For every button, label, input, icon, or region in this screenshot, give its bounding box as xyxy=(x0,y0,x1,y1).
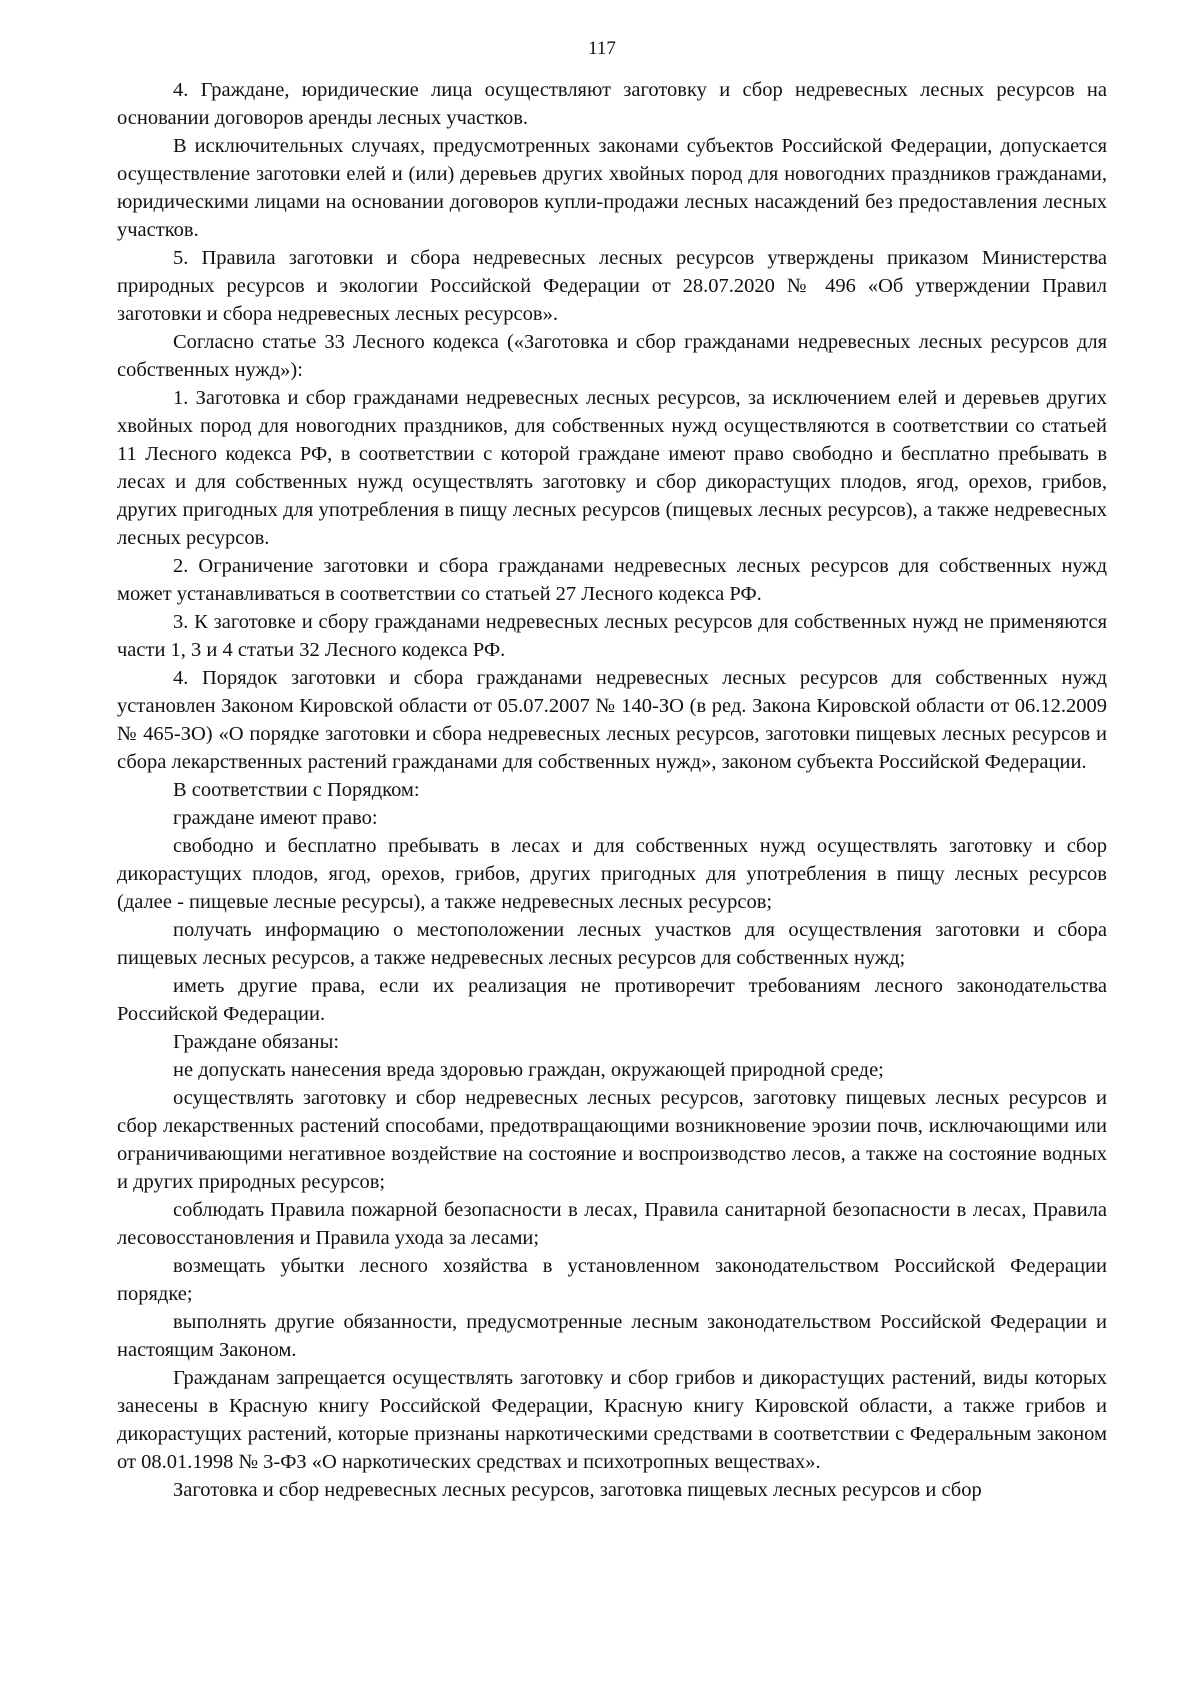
paragraph: 4. Граждане, юридические лица осуществляют заготовку и сбор недревесных лесных ресурсов на основании договоров аренды лесных участков. xyxy=(117,79,1107,129)
paragraph: 3. К заготовке и сбору гражданами недревесных лесных ресурсов для собственных нужд не применяются части 1, 3 и 4 статьи 32 Лесного кодекса РФ. xyxy=(117,611,1107,661)
paragraph: Граждане обязаны: xyxy=(173,1031,340,1053)
paragraph: свободно и бесплатно пребывать в лесах и для собственных нужд осуществлять заготовку и сбор дикорастущих плодов, ягод, орехов, грибов, других пригодных для употребления в пищу лесных ресурсов (далее - пищевые лесные ресурсы), а также недревесных лесных ресурсов; xyxy=(117,835,1107,913)
paragraph: соблюдать Правила пожарной безопасности в лесах, Правила санитарной безопасности в лесах, Правила лесовосстановления и Правила ухода за лесами; xyxy=(117,1199,1107,1249)
paragraph: иметь другие права, если их реализация не противоречит требованиям лесного законодательства Российской Федерации. xyxy=(117,975,1107,1025)
page-number: 117 xyxy=(588,38,616,59)
paragraph: выполнять другие обязанности, предусмотренные лесным законодательством Российской Федерации и настоящим Законом. xyxy=(117,1311,1107,1361)
paragraph: возмещать убытки лесного хозяйства в установленном законодательством Российской Федерации порядке; xyxy=(117,1255,1107,1305)
paragraph: осуществлять заготовку и сбор недревесных лесных ресурсов, заготовку пищевых лесных ресурсов и сбор лекарственных растений способами, предотвращающими возникновение эрозии почв, исключающими или ограничивающими негативное воздействие на состояние и воспроизводство лесов, а также на состояние водных и других природных ресурсов; xyxy=(117,1087,1107,1193)
paragraph: 4. Порядок заготовки и сбора гражданами недревесных лесных ресурсов для собственных нужд установлен Законом Кировской области от 05.07.2007 № 140-ЗО (в ред. Закона Кировской области от 06.12.2009 № 465-ЗО) «О порядке заготовки и сбора недревесных лесных ресурсов, заготовки пищевых лесных ресурсов и сбора лекарственных растений гражданами для собственных нужд», законом субъекта Российской Федерации. xyxy=(117,667,1107,773)
paragraph: Гражданам запрещается осуществлять заготовку и сбор грибов и дикорастущих растений, виды которых занесены в Красную книгу Российской Федерации, Красную книгу Кировской области, а также грибов и дикорастущих растений, которые признаны наркотическими средствами в соответствии с Федеральным законом от 08.01.1998 № 3-ФЗ «О наркотических средствах и психотропных веществах». xyxy=(117,1367,1107,1473)
paragraph: граждане имеют право: xyxy=(173,807,378,829)
paragraph: В исключительных случаях, предусмотренных законами субъектов Российской Федерации, допускается осуществление заготовки елей и (или) деревьев других хвойных пород для новогодних праздников гражданами, юридическими лицами на основании договоров купли-продажи лесных насаждений без предоставления лесных участков. xyxy=(117,135,1107,241)
paragraph: 2. Ограничение заготовки и сбора гражданами недревесных лесных ресурсов для собственных нужд может устанавливаться в соответствии со статьей 27 Лесного кодекса РФ. xyxy=(117,555,1107,605)
paragraph: Заготовка и сбор недревесных лесных ресурсов, заготовка пищевых лесных ресурсов и сбор xyxy=(173,1479,982,1501)
document-body xyxy=(117,76,1107,1504)
paragraph: Согласно статье 33 Лесного кодекса («Заготовка и сбор гражданами недревесных лесных ресурсов для собственных нужд»): xyxy=(117,331,1107,381)
paragraph: В соответствии с Порядком: xyxy=(173,779,420,801)
paragraph: 5. Правила заготовки и сбора недревесных лесных ресурсов утверждены приказом Министерства природных ресурсов и экологии Российской Федерации от 28.07.2020 № 496 «Об утверждении Правил заготовки и сбора недревесных лесных ресурсов». xyxy=(117,247,1107,325)
paragraph: 1. Заготовка и сбор гражданами недревесных лесных ресурсов, за исключением елей и деревьев других хвойных пород для новогодних праздников, для собственных нужд осуществляются в соответствии со статьей 11 Лесного кодекса РФ, в соответствии с которой граждане имеют право свободно и бесплатно пребывать в лесах и для собственных нужд осуществлять заготовку и сбор дикорастущих плодов, ягод, орехов, грибов, других пригодных для употребления в пищу лесных ресурсов (пищевых лесных ресурсов), а также недревесных лесных ресурсов. xyxy=(117,387,1107,549)
paragraph: не допускать нанесения вреда здоровью граждан, окружающей природной среде; xyxy=(173,1059,884,1081)
paragraph: получать информацию о местоположении лесных участков для осуществления заготовки и сбора пищевых лесных ресурсов, а также недревесных лесных ресурсов для собственных нужд; xyxy=(117,919,1107,969)
